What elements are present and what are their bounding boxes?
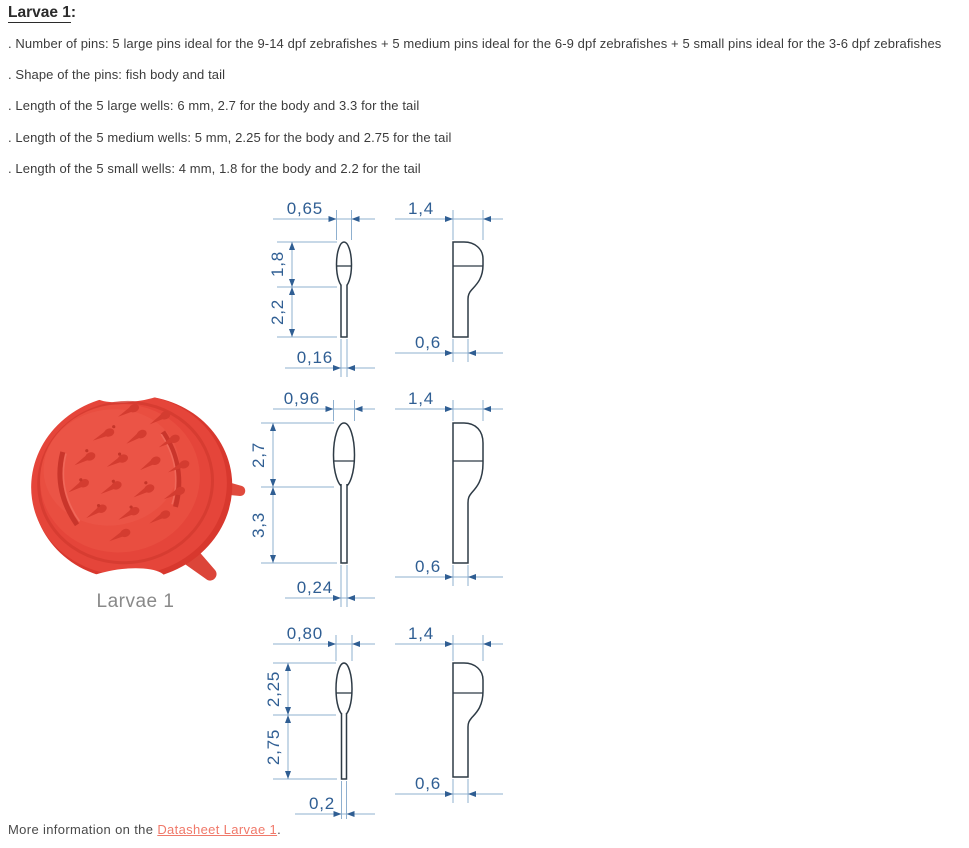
stamp-photo xyxy=(18,385,253,590)
dim-tail-length: 2,2 xyxy=(268,298,287,326)
stamp-illustration xyxy=(18,385,247,590)
datasheet-link[interactable]: Datasheet Larvae 1 xyxy=(157,822,278,837)
dim-body-length: 1,8 xyxy=(268,250,287,278)
drawing-set-medium-pin xyxy=(245,615,515,820)
spec-bullet-small-wells: . Length of the 5 small wells: 4 mm, 1.8 for the body and 2.2 for the tail xyxy=(8,160,421,176)
footer-prefix: More information on the xyxy=(8,822,158,837)
dim-side-width: 1,4 xyxy=(408,389,435,408)
spec-bullet-medium-wells: . Length of the 5 medium wells: 5 mm, 2.25 for the body and 2.75 for the tail xyxy=(8,129,452,145)
dim-side-width: 1,4 xyxy=(408,199,435,218)
drawing-set-large-pin xyxy=(245,383,515,613)
dim-body-length: 2,25 xyxy=(264,670,283,708)
dim-stem-width: 0,16 xyxy=(296,348,333,367)
dim-side-base: 0,6 xyxy=(414,333,441,352)
pin-front-view xyxy=(336,663,352,779)
page-title-colon: : xyxy=(70,4,77,21)
dim-tail-length: 3,3 xyxy=(249,511,268,539)
spec-list xyxy=(8,37,968,193)
dim-tail-length: 2,75 xyxy=(264,728,283,766)
footer-note xyxy=(8,822,281,837)
pin-front-view xyxy=(337,242,352,337)
spec-bullet-number-of-pins: . Number of pins: 5 large pins ideal for the 9-14 dpf zebrafishes + 5 medium pins ideal for the 6-9 dpf zebrafishes + 5 small pins ideal for the 3-6 dpf zebrafishes xyxy=(8,36,942,51)
dim-body-length: 2,7 xyxy=(249,441,268,469)
dimension-labels xyxy=(268,199,441,367)
page-title xyxy=(8,4,76,22)
photo-caption: Larvae 1 xyxy=(96,591,175,612)
pin-side-view xyxy=(453,423,483,563)
pin-front-view xyxy=(334,423,355,563)
footer-suffix: . xyxy=(277,822,282,837)
dim-stem-width: 0,24 xyxy=(296,578,333,597)
spec-bullet-large-wells: . Length of the 5 large wells: 6 mm, 2.7 for the body and 3.3 for the tail xyxy=(8,98,420,114)
pin-side-view xyxy=(453,663,483,777)
dim-side-base: 0,6 xyxy=(414,774,441,793)
dim-front-width: 0,65 xyxy=(286,199,323,218)
dim-side-width: 1,4 xyxy=(408,624,435,643)
dim-front-width: 0,96 xyxy=(283,389,320,408)
dim-front-width: 0,80 xyxy=(286,624,323,643)
page-title-text: Larvae 1 xyxy=(8,4,71,21)
dim-stem-width: 0,2 xyxy=(308,794,335,813)
drawing-set-small-pin xyxy=(245,193,515,378)
figure-area xyxy=(0,185,969,820)
dim-side-base: 0,6 xyxy=(414,557,441,576)
pin-side-view xyxy=(453,242,483,337)
spec-bullet-shape: . Shape of the pins: fish body and tail xyxy=(8,67,226,83)
